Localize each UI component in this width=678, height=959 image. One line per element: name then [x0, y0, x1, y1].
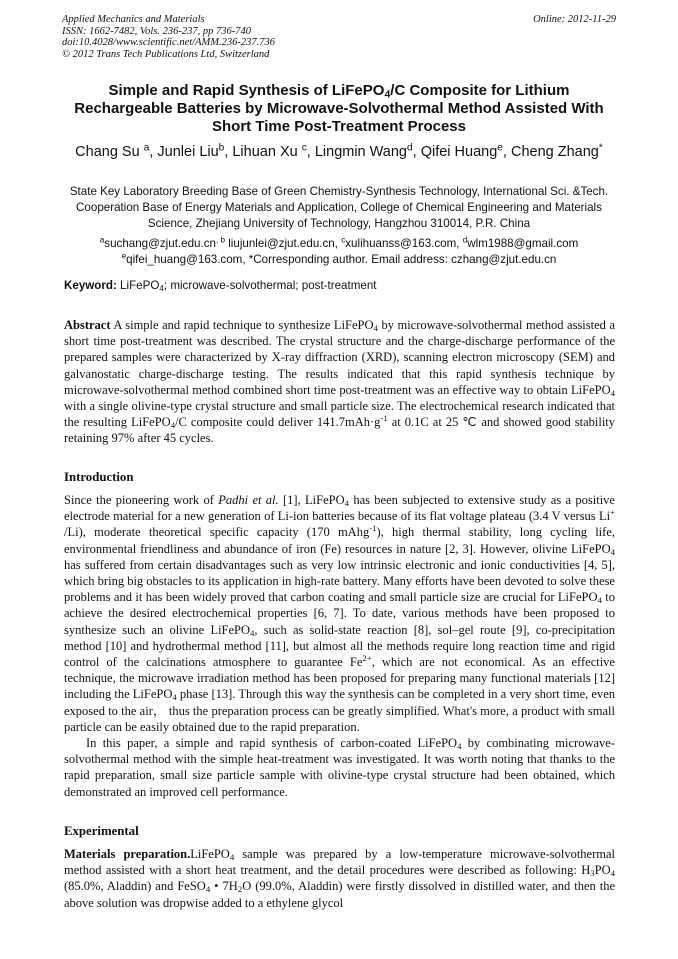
- experimental-heading: Experimental: [64, 824, 139, 838]
- issn-line: ISSN: 1662-7482, Vols. 236-237, pp 736-740: [62, 25, 251, 37]
- introduction-heading: Introduction: [64, 470, 134, 484]
- running-header: [62, 14, 616, 60]
- keywords: Keyword: LiFePO$_4$; microwave-solvothermal; post-treatment: [64, 279, 377, 294]
- online-date: Online: 2012-11-29: [533, 14, 616, 25]
- author-list: Chang Su $^a$, Junlei Liu$^b$, Lihuan Xu $^c$, Lingmin Wang$^d$, Qifei Huang$^e$, Cheng Zhang*: [75, 142, 603, 160]
- journal-name: Applied Mechanics and Materials: [62, 14, 205, 25]
- abstract: Abstract A simple and rapid technique to synthesize LiFePO$_4$ by microwave-solvothermal method assisted a short time post-treatment was described. The crystal structure and the charge-discharge performance of the prepared samples were characterized by X-ray diffraction (XRD), scanning electron microscopy (SEM) and galvanostatic charge-discharge testing. The results indicated that this rapid synthesis technique by microwave-solvothermal method combined short time post-treatment was an effective way to obtain LiFePO$_4$ with a single olivine-type crystal structure and small particle size. The electrochemical research indicated that the resulting LiFePO$_4$/C composite could deliver $141.7mAh\cdot g^{-1}$ at 0.1C at 25 ℃ and showed good stability retaining 97% after 45 cycles.: [64, 318, 616, 446]
- introduction-body: [64, 492, 615, 800]
- copyright-line: © 2012 Trans Tech Publications Ltd, Switzerland: [62, 48, 270, 60]
- materials-preparation-paragraph: Materials preparation.LiFePO$_4$ sample was prepared by a low-temperature microwave-solvothermal method assisted with a short heat treatment, and the detail procedures were described as following: $H_3PO_4$ (85.0%, Aladdin) and FeSO$_4$ • $7H_2O$ (99.0%, Aladdin) were firstly dissolved in distilled water, and then the above solution was dropwise added to a ethylene glycol: [64, 847, 616, 910]
- author-emails: $^asuchang@zjut.edu.cn^{, b}$ liujunlei@zjut.edu.cn, $^c$xulihuanss@163.com, $^d$wlm1988@gmail.com $^e$qifei_huang@163.com, *Corresponding author. Email address: czhang@zjut.edu.cn: [99, 235, 579, 266]
- experimental-body: [64, 846, 615, 911]
- doi-line: doi:10.4028/www.scientific.net/AMM.236-237.736: [62, 37, 275, 48]
- affiliation: State Key Laboratory Breeding Base of Green Chemistry-Synthesis Technology, International Sci. &Tech. Cooperation Base of Energy Materials and Application, College of Chemical Engineering and Materials Science, Zhejiang University of Technology, Hangzhou 310014, P.R. China: [69, 185, 609, 230]
- paper-title: Simple and Rapid Synthesis of LiFePO$_4$/C Composite for Lithium Rechargeable Batteries by Microwave-Solvothermal Method Assisted With Short Time Post-Treatment Process: [74, 82, 604, 135]
- intro-paragraph-2: In this paper, a simple and rapid synthesis of carbon-coated LiFePO$_4$ by combinating microwave-solvothermal method with the simple heat-treatment was investigated. It was worth noting that thanks to the rapid preparation, small size particle sample with olivine-type crystal structure had been obtained, which demonstrated an improved cell performance.: [64, 736, 616, 799]
- intro-paragraph-1: Since the pioneering work of Padhi et al. [1], LiFePO$_4$ has been subjected to extensive study as a positive electrode material for a new generation of Li-ion batteries because of its flat voltage plateau (3.4 V versus Li+ /Li), moderate theoretical specific capacity (170 mAhg$^{-1}$), high thermal stability, long cycling life, environmental friendliness and abundance of iron (Fe) resources in nature [2, 3]. However, olivine LiFePO$_4$ has suffered from certain disadvantages such as very low intrinsic electronic and ionic conductivities [4, 5], which bring big obstacles to its application in high-rate battery. Many efforts have been devoted to solve these problems and it has been widely proved that carbon coating and small particle size are crucial for LiFePO$_4$ to achieve the desired electrochemical properties [6, 7]. To date, various methods have been proposed to synthesize such an olivine LiFePO$_4$, such as solid-state reaction [8], sol–gel route [9], co-precipitation method [10] and hydrothermal method [11], but almost all the methods require long reaction time and rigid control of the calcinations atmosphere to guarantee $Fe^{2+}$, which are not economical. As an effective technique, the microwave irradiation method has been proposed for preparing many functional materials [12] including the LiFePO$_4$ phase [13]. Through this way the synthesis can be completed in a very short time, even exposed to the air， thus the preparation process can be greatly simplified. What's more, a product with small particle can be easily obtained due to the rapid preparation.: [64, 493, 615, 734]
